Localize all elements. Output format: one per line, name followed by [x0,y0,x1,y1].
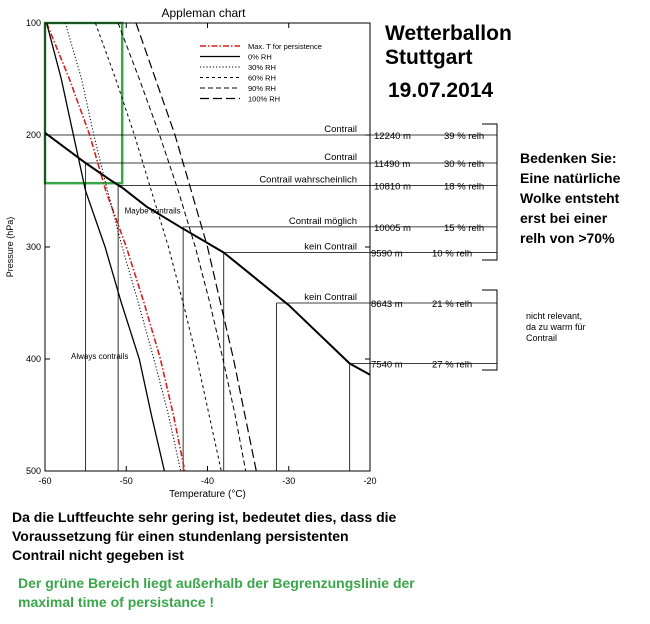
note-line-4: erst bei einer [520,210,608,226]
legend-label: 60% RH [248,73,276,83]
headline-date: 19.07.2014 [388,79,494,102]
sounding-line [45,133,370,375]
legend-label: 100% RH [248,94,281,104]
level-height: 9590 m [371,248,403,260]
headline-line-1: Wetterballon [385,22,512,45]
headline-line-2: Stuttgart [385,46,473,69]
caption-line-2: Voraussetzung für einen stundenlang persistenten [12,528,349,544]
chart-title: Appleman chart [161,6,246,20]
level-height: 10005 m [374,222,411,234]
legend-label: 30% RH [248,63,276,72]
small-note-line-3: Contrail [526,333,558,343]
caption-line-1: Da die Luftfeuchte sehr gering ist, bedeutet dies, dass die [12,509,397,525]
region-label-always: Always contrails [71,352,129,361]
level-humidity: 18 % relh [444,181,485,193]
level-height: 11490 m [374,159,411,170]
y-tick-label: 300 [25,242,41,252]
legend-label: Max. T for persistence [248,42,322,51]
x-tick-label: -60 [38,476,52,486]
level-label: Contrail [324,152,357,163]
level-height: 10810 m [374,181,411,193]
y-axis-label: Pressure (hPa) [5,216,15,278]
x-tick-label: -30 [282,476,296,486]
level-label: kein Contrail [304,241,357,253]
note-line-3: Wolke entsteht [520,190,620,206]
level-humidity: 21 % relh [432,299,473,310]
x-tick-label: -50 [119,476,133,486]
y-tick-label: 400 [25,354,41,364]
y-tick-label: 200 [25,130,41,140]
level-humidity: 39 % relh [444,131,485,142]
note-line-1: Bedenken Sie: [520,150,617,166]
level-humidity: 27 % relh [432,359,473,371]
level-label: Contrail wahrscheinlich [259,174,357,186]
green-caption-line-2: maximal time of persistance ! [18,594,215,610]
y-tick-label: 500 [25,466,41,476]
level-humidity: 30 % relh [444,159,485,170]
series-line-3 [95,23,221,471]
legend-label: 0% RH [248,52,272,62]
caption-line-3: Contrail nicht gegeben ist [12,547,184,563]
series-line-5 [136,23,256,471]
small-note-line-1: nicht relevant, [526,311,583,321]
region-label-maybe: Maybe contrails [124,206,181,216]
level-height: 8643 m [371,299,403,310]
level-label: kein Contrail [304,292,357,303]
brace-upper [482,124,497,260]
note-line-2: Eine natürliche [520,170,621,186]
y-tick-label: 100 [25,18,41,28]
x-axis-label: Temperature (°C) [169,489,246,500]
level-humidity: 15 % relh [444,222,485,234]
brace-lower [482,290,497,370]
series-line-0 [47,23,185,471]
level-humidity: 10 % relh [432,248,473,260]
series-line-1 [47,23,165,471]
x-tick-label: -40 [200,476,215,486]
level-height: 12240 m [374,131,411,142]
note-line-5: relh von >70% [520,230,615,246]
level-label: Contrail möglich [288,215,357,227]
series-line-4 [118,23,246,471]
level-label: Contrail [324,124,357,135]
x-tick-label: -20 [363,476,377,486]
legend-label: 90% RH [248,84,276,93]
green-caption-line-1: Der grüne Bereich liegt außerhalb der Begrenzungslinie der [18,575,415,591]
small-note-line-2: da zu warm für [526,322,586,332]
level-height: 7540 m [371,359,403,371]
